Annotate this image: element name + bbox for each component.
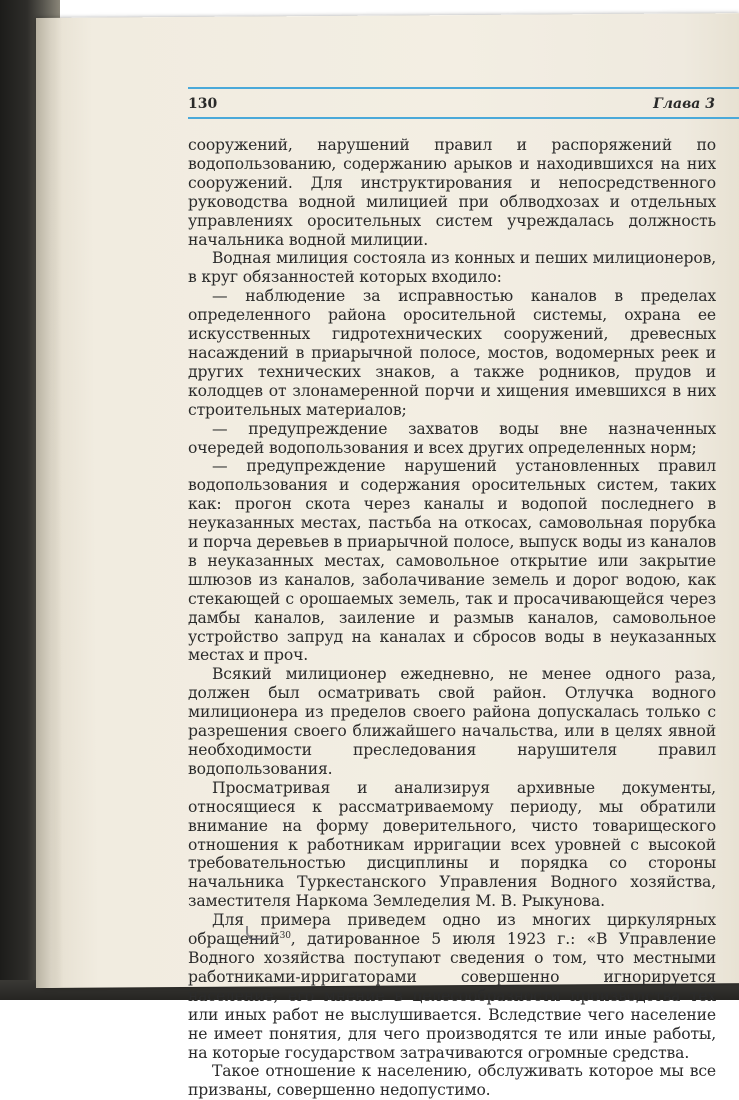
paragraph-with-footnote [188, 911, 716, 1062]
body-text [188, 136, 716, 1100]
paragraph: Водная милиция состояла из конных и пеших милиционеров, в круг обязанностей которых входило: [188, 249, 716, 287]
chapter-title: Глава 3 [653, 96, 715, 112]
paragraph: Такое отношение к населению, обслуживать которое мы все призваны, совершенно недопустимо. [188, 1062, 716, 1100]
list-item: — предупреждение нарушений установленных правил водопользования и содержания оросительных систем, таких как: прогон скота через каналы и водопой последнего в неуказанных местах, пастьба на откосах, самовольная порубка и порча деревьев в приарычной полосе, выпуск воды из каналов в неуказанных местах, самовольное открытие или закрытие шлюзов из каналов, заболачивание земель и дорог водою, как стекающей с орошаемых земель, так и просачивающейся через дамбы каналов, заиление и размыв каналов, самовольное устройство запруд на каналах и сбросов воды в неуказанных местах и проч. [188, 457, 716, 665]
paragraph-text: , датированное 5 июля 1923 г.: «В Управление Водного хозяйства поступают сведения о том, что местными работниками-ирригаторами совершенно игнорируется население, его мнение в целесообразности производства тех или иных работ не выслушивается. Вследствие чего население не имеет понятия, для чего производятся те или иные работы, на которые государством затрачиваются огромные средства. [188, 930, 716, 1062]
running-header [188, 96, 739, 118]
header-rule-bottom [188, 117, 739, 119]
paragraph: Просматривая и анализируя архивные документы, относящиеся к рассматриваемому периоду, мы обратили внимание на форму доверительного, чисто товарищеского отношения к работникам ирригации всех уровней с высокой требовательностью дисциплины и порядка со стороны начальника Туркестанского Управления Водного хозяйства, заместителя Наркома Земледелия М. В. Рыкунова. [188, 778, 716, 911]
paragraph: сооружений, нарушений правил и распоряжений по водопользованию, содержанию арыков и находившихся на них сооружений. Для инструктирования и непосредственного руководства водной милицией при облводхозах и отдельных управлениях оросительных систем учреждалась должность начальника водной милиции. [188, 136, 716, 249]
ink-mark [246, 926, 262, 940]
paragraph-text: Для примера приведем одно из многих циркулярных обращений [188, 911, 716, 949]
paragraph: Всякий милиционер ежедневно, не менее одного раза, должен был осматривать свой район. Отлучка водного милиционера из пределов своего района допускалась только с разрешения своего ближайшего начальства, или в целях явной необходимости преследования нарушителя правил водопользования. [188, 665, 716, 778]
footnote-ref: 30 [279, 930, 291, 941]
page-number: 130 [188, 96, 218, 112]
list-item: — предупреждение захватов воды вне назначенных очередей водопользования и всех других определенных норм; [188, 419, 716, 457]
page-gutter-shading [36, 18, 62, 988]
header-rule-top [188, 87, 739, 89]
list-item: — наблюдение за исправностью каналов в пределах определенного района оросительной системы, охрана ее искусственных гидротехнических сооружений, древесных насаждений в приарычной полосе, мостов, водомерных реек и других технических знаков, а также родников, прудов и колодцев от злонамеренной порчи и хищения имевшихся в них строительных материалов; [188, 287, 716, 419]
